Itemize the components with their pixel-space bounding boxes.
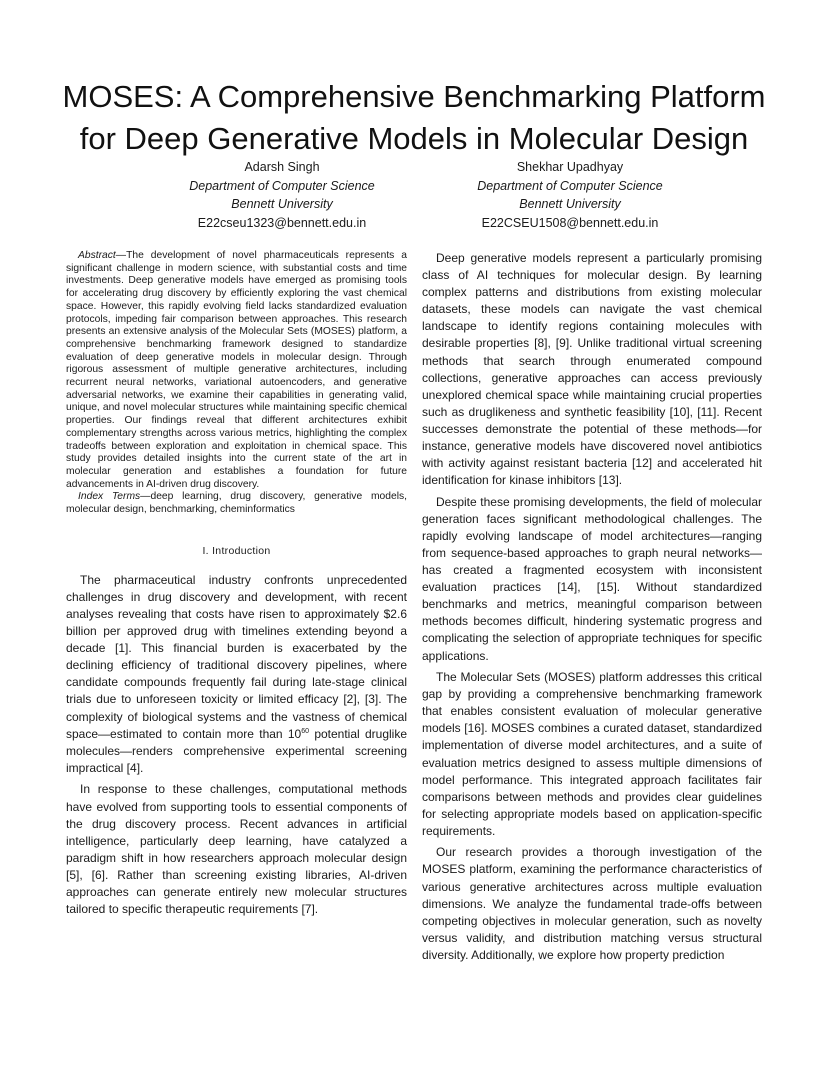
author-university: Bennett University — [231, 197, 333, 211]
index-terms-label: Index Terms — [78, 491, 141, 503]
author-email: E22CSEU1508@bennett.edu.in — [481, 215, 659, 230]
section-heading — [66, 545, 407, 557]
body-paragraph: Despite these promising developments, the field of molecular generation faces significant methodological challenges. The rapidly evolving landscape of model architectures—ranging from sequence-based approaches to graph neural networks—has created a fragmented ecosystem with inconsistent evaluation practices [14], [15]. Without standardized benchmarks and metrics, meaningful comparison between methods becomes difficult, hindering systematic progress and complicating the selection of appropriate techniques for specific applications. — [422, 494, 762, 663]
author-department: Department of Computer Science — [189, 178, 375, 193]
author-department: Department of Computer Science — [477, 178, 663, 193]
abstract-label: Abstract — [78, 250, 116, 261]
intro-paragraph-1: The pharmaceutical industry confronts unprecedented challenges in drug discovery and development, with recent analyses revealing that costs have risen to approximately $2.6 billion per approved drug with timelines extending beyond a decade [1]. This financial burden is exacerbated by the declining efficiency of traditional discovery pipelines, where candidate compounds frequently fail during late-stage clinical trials due to unforeseen toxicity or limited efficacy [2], [3]. The complexity of biological systems and the vastness of chemical space—estimated to contain more than $10^{60}$ potential druglike molecules—renders comprehensive experimental screening impractical [4]. — [66, 572, 407, 775]
title-line-2: for Deep Generative Models in Molecular Design — [79, 121, 749, 156]
abstract — [66, 250, 407, 517]
paper-title — [40, 76, 788, 160]
author-block-2 — [420, 158, 720, 232]
section-numeral: I. — [202, 544, 209, 557]
author-name: Shekhar Upadhyay — [516, 160, 624, 174]
intro-paragraph-2: In response to these challenges, computational methods have evolved from supporting tools to essential components of the drug discovery process. Recent advances in artificial intelligence, particularly deep learning, have catalyzed a paradigm shift in how researchers approach molecular design [5], [6]. Rather than screening existing libraries, AI-driven approaches can generate entirely new molecular structures tailored to specific therapeutic requirements [7]. — [66, 782, 407, 917]
exponent: 60 — [301, 727, 310, 735]
right-column — [422, 250, 762, 968]
intro-body — [66, 572, 407, 918]
author-name: Adarsh Singh — [244, 160, 320, 174]
abstract-text: —The development of novel pharmaceuticals represents a significant challenge in modern science, with substantial costs and time investments. Deep generative models have emerged as promising tools for accelerating drug discovery by efficiently exploring the vast chemical space. However, this rapidly evolving field lacks standardized evaluation protocols, impeding fair comparison between approaches. This research presents an extensive analysis of the Molecular Sets (MOSES) platform, a comprehensive benchmarking framework designed to standardize evaluation of deep generative models in molecular design. Through rigorous assessment of multiple generative architectures, including recurrent neural networks, variational autoencoders, and generative adversarial networks, we examine their capabilities in generating valid, unique, and novel molecular structures while maintaining specific chemical properties. Our findings reveal that different architectures exhibit complementary strengths across various metrics, highlighting the complex tradeoffs between exploration and exploitation in chemical space. This study provides detailed insights into the current state of the art in molecular generation and establishes a foundation for future advancements in AI-driven drug discovery. — [66, 250, 407, 490]
left-column — [66, 250, 407, 923]
exponent-base: 10 — [287, 726, 302, 741]
index-terms-text: —deep learning, drug discovery, generative models, molecular design, benchmarking, cheminformatics — [66, 491, 407, 516]
body-paragraph: Deep generative models represent a particularly promising class of AI techniques for molecular design. By learning complex patterns and distributions from existing molecular datasets, these models can navigate the vast chemical landscape to identify regions containing molecules with desirable properties [8], [9]. Unlike traditional virtual screening methods that search through enumerated compound collections, generative approaches can access previously unexplored chemical space while maintaining crucial properties such as druglikeness and synthetic feasibility [10], [11]. Recent successes demonstrate the potential of these methods—for instance, generative models have discovered novel antibiotics with activity against resistant bacteria [12] and accelerated hit identification for kinase inhibitors [13]. — [422, 251, 762, 488]
body-paragraph: Our research provides a thorough investigation of the MOSES platform, examining the performance characteristics of various generative architectures across multiple evaluation dimensions. We analyze the fundamental trade-offs between competing objectives in molecular generation, such as novelty versus validity, and distribution matching versus structural diversity. Additionally, we explore how property prediction — [422, 845, 762, 962]
abstract-paragraph — [66, 250, 407, 491]
author-email: E22cseu1323@bennett.edu.in — [197, 215, 367, 230]
section-title: Introduction — [212, 544, 271, 557]
title-line-1: MOSES: A Comprehensive Benchmarking Platform — [62, 79, 766, 114]
index-terms — [66, 491, 407, 516]
body-paragraph: The Molecular Sets (MOSES) platform addresses this critical gap by providing a comprehensive benchmarking framework that enables consistent evaluation of molecular generative models [16]. MOSES combines a curated dataset, standardized implementation of diverse model architectures, and a suite of evaluation metrics designed to assess multiple dimensions of model performance. This integrated approach facilitates fair comparisons between methods and provides clear guidelines for selecting appropriate models based on application-specific requirements. — [422, 670, 762, 838]
author-university: Bennett University — [519, 197, 621, 211]
author-block-1 — [132, 158, 432, 232]
